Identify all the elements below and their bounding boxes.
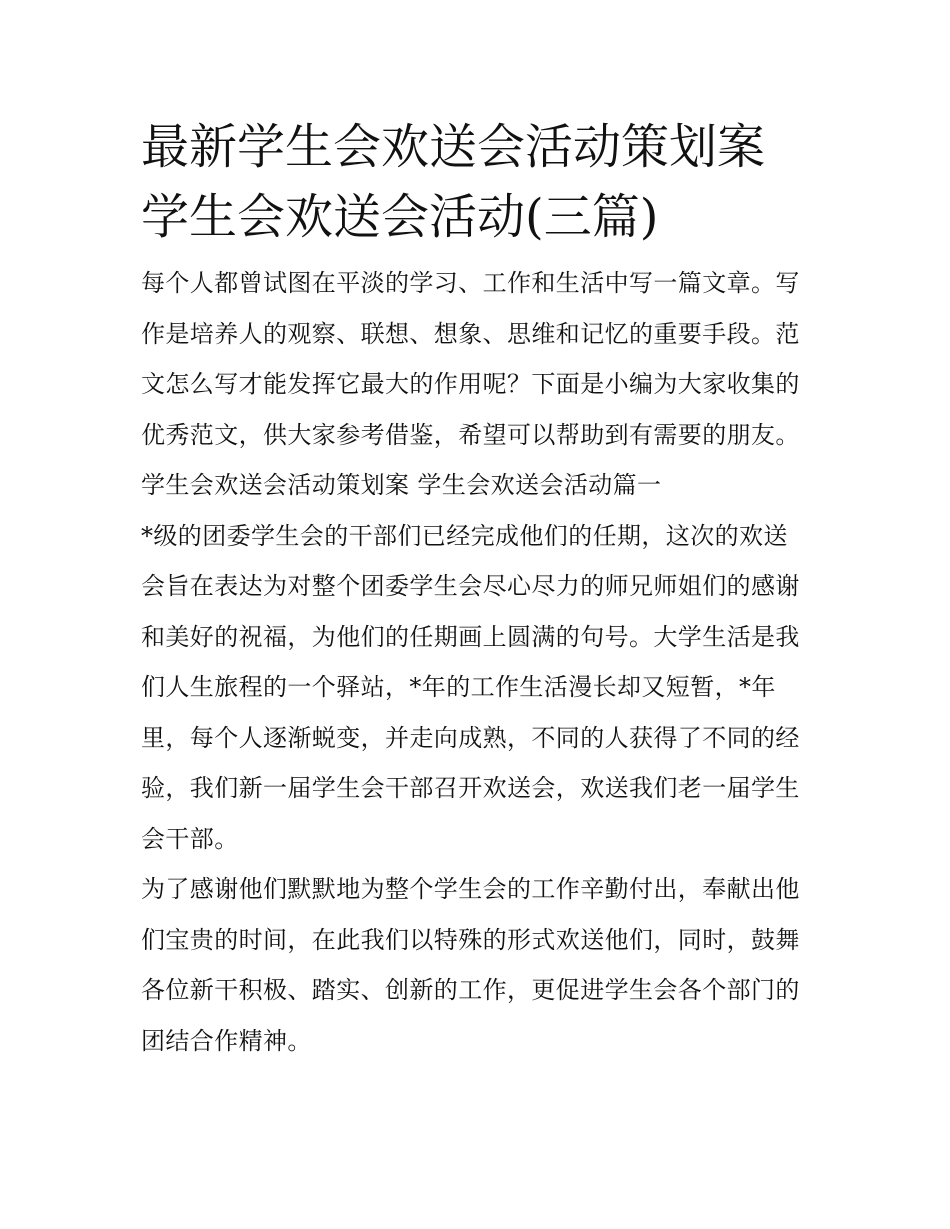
paragraph-line: 会干部。 bbox=[141, 824, 239, 853]
paragraph-line: 们宝贵的时间，在此我们以特殊的形式欢送他们，同时，鼓舞 bbox=[141, 925, 800, 954]
title-line-1: 最新学生会欢送会活动策划案 bbox=[141, 119, 766, 175]
section-heading-line: 学生会欢送会活动策划案 学生会欢送会活动篇一 bbox=[141, 471, 662, 499]
paragraph-line: 为了感谢他们默默地为整个学生会的工作辛勤付出，奉献出他 bbox=[141, 875, 800, 903]
title-line-2: 学生会欢送会活动(三篇) bbox=[141, 189, 659, 245]
paragraph-line: 验，我们新一届学生会干部召开欢送会，欢送我们老一届学生 bbox=[141, 774, 800, 802]
paragraph-line: 每个人都曾试图在平淡的学习、工作和生活中写一篇文章。写 bbox=[141, 269, 800, 297]
paragraph-line: 里，每个人逐渐蜕变，并走向成熟，不同的人获得了不同的经 bbox=[141, 723, 800, 752]
paragraph-line: 会旨在表达为对整个团委学生会尽心尽力的师兄师姐们的感谢 bbox=[141, 572, 800, 600]
paragraph-line: 作是培养人的观察、联想、想象、思维和记忆的重要手段。范 bbox=[141, 319, 800, 348]
paragraph-line: 各位新干积极、踏实、创新的工作，更促进学生会各个部门的 bbox=[141, 976, 800, 1004]
body-paragraph-2 bbox=[141, 864, 816, 1066]
section-heading bbox=[141, 460, 816, 511]
paragraph-line: 和美好的祝福，为他们的任期画上圆满的句号。大学生活是我 bbox=[141, 622, 800, 651]
paragraph-line: *级的团委学生会的干部们已经完成他们的任期，这次的欢送 bbox=[141, 521, 788, 550]
document-content bbox=[141, 112, 816, 1066]
paragraph-line: 优秀范文，供大家参考借鉴，希望可以帮助到有需要的朋友。 bbox=[141, 420, 800, 449]
paragraph-line: 们人生旅程的一个驿站，*年的工作生活漫长却又短暂，*年 bbox=[141, 673, 776, 701]
paragraph-line: 文怎么写才能发挥它最大的作用呢？下面是小编为大家收集的 bbox=[141, 370, 800, 398]
body-paragraph-1 bbox=[141, 511, 816, 865]
paragraph-line: 团结合作精神。 bbox=[141, 1026, 312, 1055]
intro-paragraph bbox=[141, 258, 816, 460]
document-title bbox=[141, 112, 816, 252]
